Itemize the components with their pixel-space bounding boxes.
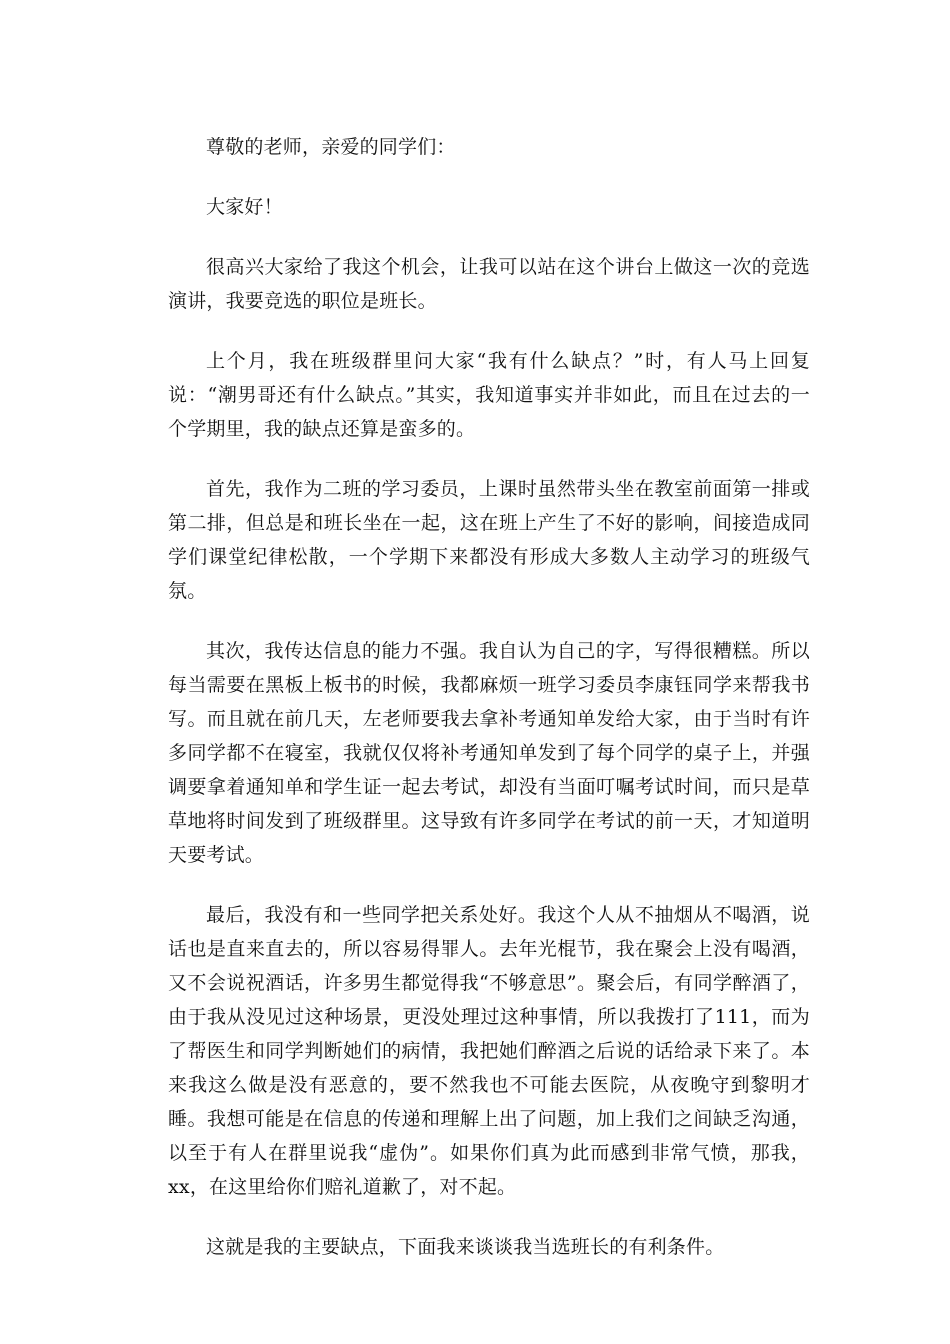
greeting: 大家好！ [206,196,283,218]
paragraph-second: 其次，我传达信息的能力不强。我自认为自己的字，写得很糟糕。所以每当需要在黑板上板书的时候，我都麻烦一班学习委员李康钰同学来帮我书写。而且就在前几天，左老师要我去拿补考通知单发给大家，由于当时有许多同学都不在寝室，我就仅仅将补考通知单发到了每个同学的桌子上，并强调要拿着通知单和学生证一起去考试，却没有当面叮嘱考试时间，而只是草草地将时间发到了班级群里。这导致有许多同学在考试的前一天，才知道明天要考试。 [168,640,810,866]
document-body [168,130,810,1290]
paragraph-last: 最后，我没有和一些同学把关系处好。我这个人从不抽烟从不喝酒，说话也是直来直去的，所以容易得罪人。去年光棍节，我在聚会上没有喝酒，又不会说祝酒话，许多男生都觉得我“不够意思”。聚会后，有同学醉酒了，由于我从没见过这种场景，更没处理过这种事情，所以我拨打了111，而为了帮医生和同学判断她们的病情，我把她们醉酒之后说的话给录下来了。本来我这么做是没有恶意的，要不然我也不可能去医院，从夜晚守到黎明才睡。我想可能是在信息的传递和理解上出了问题，加上我们之间缺乏沟通，以至于有人在群里说我“虚伪”。如果你们真为此而感到非常气愤，那我，xx，在这里给你们赔礼道歉了，对不起。 [168,904,810,1198]
paragraph-first: 首先，我作为二班的学习委员，上课时虽然带头坐在教室前面第一排或第二排，但总是和班长坐在一起，这在班上产生了不好的影响，间接造成同学们课堂纪律松散，一个学期下来都没有形成大多数人主动学习的班级气氛。 [168,478,810,602]
paragraph-last-month: 上个月，我在班级群里问大家“我有什么缺点？”时，有人马上回复说：“潮男哥还有什么缺点。”其实，我知道事实并非如此，而且在过去的一个学期里，我的缺点还算是蛮多的。 [168,350,810,440]
paragraph-intro: 很高兴大家给了我这个机会，让我可以站在这个讲台上做这一次的竞选演讲，我要竞选的职位是班长。 [168,256,810,312]
paragraph-closing: 这就是我的主要缺点，下面我来谈谈我当选班长的有利条件。 [206,1236,725,1258]
salutation: 尊敬的老师，亲爱的同学们： [206,136,456,158]
